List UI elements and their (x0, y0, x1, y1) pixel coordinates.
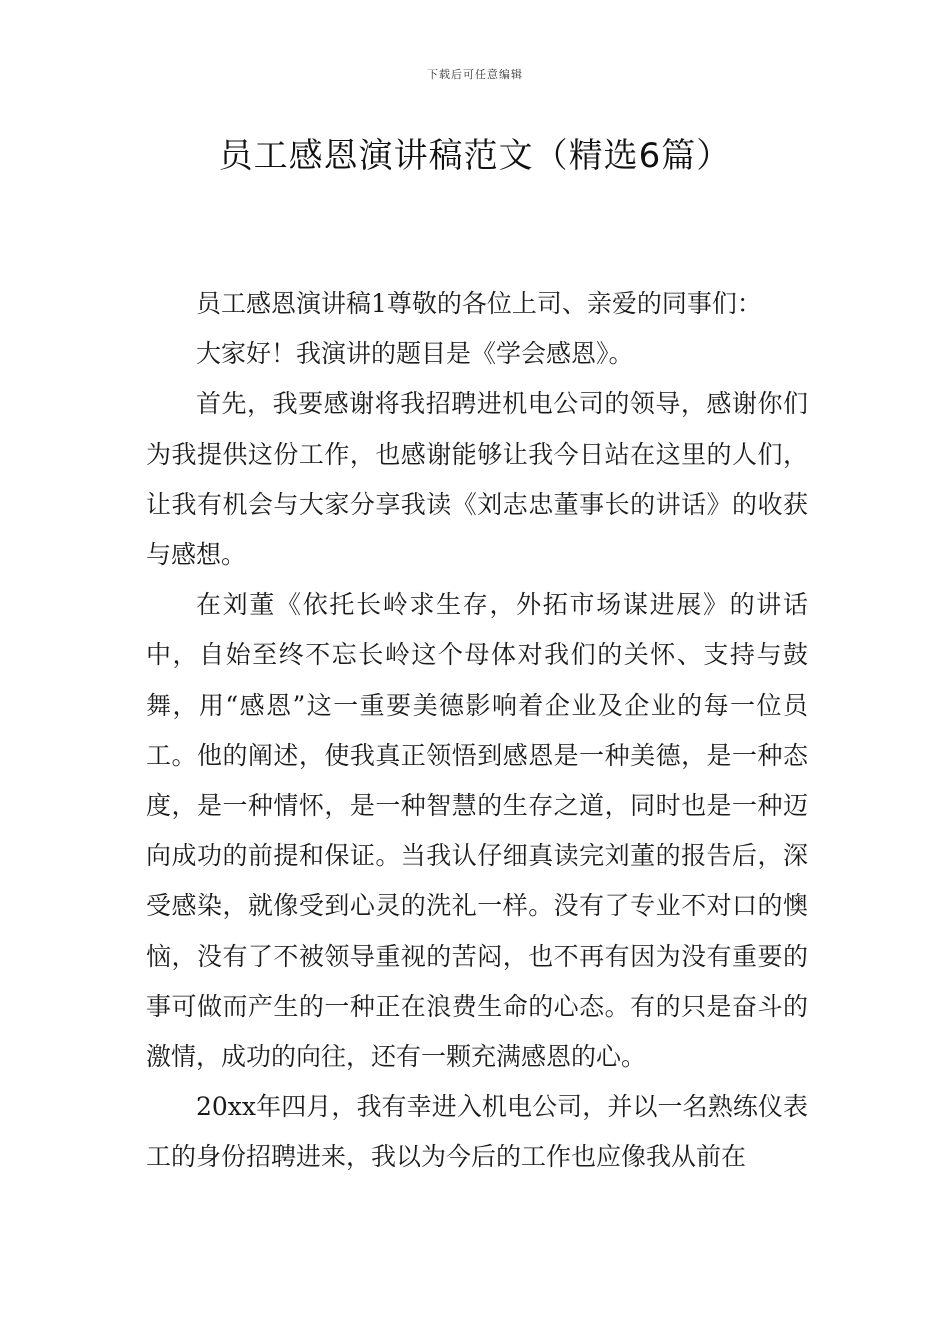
paragraph-salutation: 员工感恩演讲稿1尊敬的各位上司、亲爱的同事们： (196, 289, 762, 318)
header-note: 下载后可任意编辑 (427, 68, 523, 81)
paragraph-thanks: 首先，我要感谢将我招聘进机电公司的领导，感谢你们为我提供这份工作，也感谢能够让我今日站在这里的人们，让我有机会与大家分享我读《刘志忠董事长的讲话》的收获与感想。 (146, 389, 808, 570)
paragraph-speech-reflection: 在刘董《依托长岭求生存，外拓市场谋进展》的讲话中，自始至终不忘长岭这个母体对我们的关怀、支持与鼓舞，用“感恩”这一重要美德影响着企业及企业的每一位员工。他的阐述，使我真正领悟到感恩是一种美德，是一种态度，是一种情怀，是一种智慧的生存之道，同时也是一种迈向成功的前提和保证。当我认仔细真读完刘董的报告后，深受感染，就像受到心灵的洗礼一样。没有了专业不对口的懊恼，没有了不被领导重视的苦闷，也不再有因为没有重要的事可做而产生的一种正在浪费生命的心态。有的只是奋斗的激情，成功的向往，还有一颗充满感恩的心。 (146, 590, 808, 1072)
document-title: 员工感恩演讲稿范文（精选6篇） (218, 136, 732, 176)
document-body (146, 279, 808, 1183)
paragraph-greeting: 大家好！我演讲的题目是《学会感恩》。 (196, 339, 634, 369)
paragraph-joining: 20xx年四月，我有幸进入机电公司，并以一名熟练仪表工的身份招聘进来，我以为今后的工作也应像我从前在 (146, 1092, 808, 1172)
